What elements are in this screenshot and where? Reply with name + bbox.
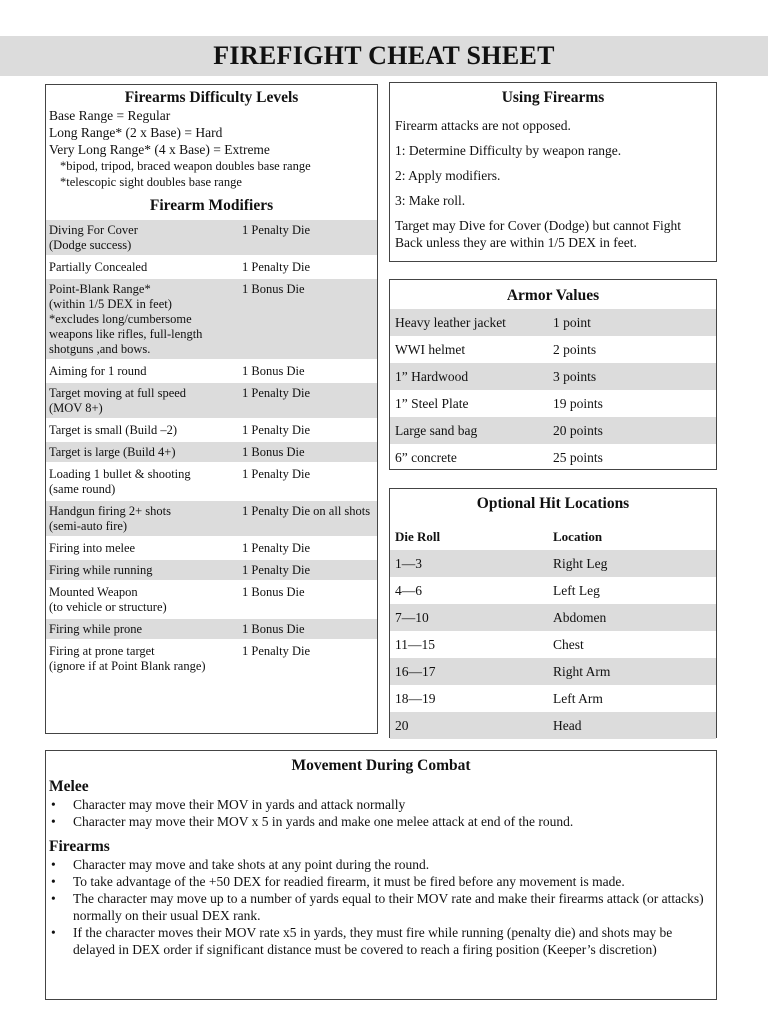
hits-header-location: Location [553, 528, 603, 544]
modifier-label: Firing at prone target (ignore if at Point Blank range) [49, 644, 206, 673]
modifier-value: 1 Penalty Die [242, 467, 311, 481]
firearms-item [49, 924, 713, 958]
armor-item: 6” concrete [395, 449, 457, 465]
armor-value: 25 points [553, 449, 603, 465]
using-intro: Firearm attacks are not opposed. [395, 118, 571, 133]
using-step: 1: Determine Difficulty by weapon range. [395, 143, 622, 158]
modifier-label: Partially Concealed [49, 260, 148, 274]
title-bar [0, 36, 768, 76]
armor-value: 1 point [553, 314, 591, 330]
armor-title: Armor Values [506, 287, 600, 304]
difficulty-note: *bipod, tripod, braced weapon doubles base range [60, 159, 311, 173]
modifier-row [46, 641, 377, 676]
hit-row [390, 550, 716, 577]
using-title: Using Firearms [501, 89, 605, 106]
modifier-value: 1 Bonus Die [242, 364, 305, 378]
melee-list [49, 796, 713, 830]
firearms-item-text: Character may move and take shots at any point during the round. [73, 857, 430, 872]
hit-roll: 16—17 [395, 663, 436, 679]
hit-row [390, 577, 716, 604]
firearms-item-text: The character may move up to a number of yards equal to their MOV rate and make their firearms attack (or attacks) normally on their usual DEX rank. [73, 891, 704, 923]
hits-table [390, 550, 716, 739]
melee-item-text: Character may move their MOV x 5 in yards and make one melee attack at end of the round. [73, 814, 574, 829]
modifier-row [46, 220, 377, 255]
armor-row [390, 444, 716, 471]
modifier-row [46, 420, 377, 440]
modifier-label: Mounted Weapon (to vehicle or structure) [49, 585, 167, 614]
modifier-row [46, 464, 377, 499]
hit-row [390, 631, 716, 658]
armor-item: Heavy leather jacket [395, 314, 506, 330]
bullet-icon: • [51, 797, 56, 812]
modifier-label: Diving For Cover (Dodge success) [49, 223, 138, 252]
bullet-icon: • [51, 925, 56, 940]
armor-row [390, 390, 716, 417]
hit-location: Chest [553, 636, 584, 652]
modifier-row [46, 582, 377, 617]
melee-item-text: Character may move their MOV in yards and attack normally [73, 797, 406, 812]
movement-title: Movement During Combat [291, 757, 471, 774]
hit-location: Right Arm [553, 663, 611, 679]
movement-box [45, 750, 717, 1000]
armor-row [390, 417, 716, 444]
modifier-label: Handgun firing 2+ shots (semi-auto fire) [49, 504, 171, 533]
hit-roll: 20 [395, 717, 409, 733]
modifier-row [46, 501, 377, 536]
melee-item [49, 813, 713, 830]
bullet-icon: • [51, 891, 56, 906]
modifier-row [46, 361, 377, 381]
hit-row [390, 604, 716, 631]
armor-row [390, 336, 716, 363]
modifier-value: 1 Bonus Die [242, 585, 305, 599]
modifier-label: Firing while prone [49, 622, 143, 636]
hit-roll: 11—15 [395, 636, 435, 652]
bullet-icon: • [51, 857, 56, 872]
hit-row [390, 685, 716, 712]
modifier-row [46, 538, 377, 558]
hit-row [390, 658, 716, 685]
modifier-label: Loading 1 bullet & shooting (same round) [49, 467, 191, 496]
armor-box [389, 279, 717, 470]
hit-location: Left Arm [553, 690, 603, 706]
hit-locations-box [389, 488, 717, 738]
modifier-value: 1 Penalty Die [242, 260, 311, 274]
armor-value: 19 points [553, 395, 603, 411]
modifier-value: 1 Penalty Die [242, 423, 311, 437]
armor-row [390, 363, 716, 390]
hit-row [390, 712, 716, 739]
hit-roll: 18—19 [395, 690, 436, 706]
bullet-icon: • [51, 814, 56, 829]
difficulty-title: Firearms Difficulty Levels [124, 89, 299, 106]
armor-item: WWI helmet [395, 341, 466, 357]
armor-item: Large sand bag [395, 422, 478, 438]
modifier-value: 1 Bonus Die [242, 622, 305, 636]
hit-location: Left Leg [553, 582, 600, 598]
modifier-value: 1 Penalty Die [242, 541, 311, 555]
modifier-row [46, 442, 377, 462]
modifier-row [46, 383, 377, 418]
firearms-heading: Firearms [49, 838, 110, 855]
modifier-label: Target moving at full speed (MOV 8+) [49, 386, 187, 415]
armor-item: 1” Steel Plate [395, 395, 469, 411]
modifier-value: 1 Penalty Die [242, 223, 311, 237]
hit-location: Right Leg [553, 555, 608, 571]
modifier-label: Firing into melee [49, 541, 136, 555]
firearms-item [49, 856, 713, 873]
armor-value: 3 points [553, 368, 597, 384]
modifier-row [46, 619, 377, 639]
modifier-row [46, 560, 377, 580]
modifier-label: Target is large (Build 4+) [49, 445, 176, 459]
modifier-value: 1 Penalty Die on all shots [242, 504, 371, 518]
modifiers-title: Firearm Modifiers [149, 197, 274, 214]
firearms-item-text: To take advantage of the +50 DEX for readied firearm, it must be fired before any movement is made. [73, 874, 625, 889]
hit-roll: 1—3 [395, 555, 422, 571]
modifier-label: Aiming for 1 round [49, 364, 147, 378]
firearms-box [45, 84, 378, 734]
hits-header-roll: Die Roll [395, 528, 441, 544]
hit-location: Head [553, 717, 582, 733]
modifier-label: Point-Blank Range* (within 1/5 DEX in feet) *excludes long/cumbersome weapons like rifles, full-length shotguns ,and bows. [49, 282, 203, 356]
hits-title: Optional Hit Locations [476, 495, 630, 512]
modifier-value: 1 Penalty Die [242, 386, 311, 400]
hit-roll: 7—10 [395, 609, 429, 625]
modifier-row [46, 279, 377, 359]
page-title: FIREFIGHT CHEAT SHEET [213, 41, 555, 70]
melee-heading: Melee [49, 778, 89, 795]
modifier-value: 1 Penalty Die [242, 563, 311, 577]
modifier-label: Firing while running [49, 563, 153, 577]
armor-item: 1” Hardwood [395, 368, 469, 384]
armor-table [390, 309, 716, 471]
using-note: Target may Dive for Cover (Dodge) but cannot Fight Back unless they are within 1/5 DEX in feet. [395, 218, 681, 250]
modifier-value: 1 Penalty Die [242, 644, 311, 658]
modifier-row [46, 257, 377, 277]
hits-header-row [390, 523, 716, 550]
using-step: 3: Make roll. [395, 193, 466, 208]
hit-location: Abdomen [553, 609, 607, 625]
using-firearms-box [389, 82, 717, 262]
difficulty-line: Base Range = Regular [49, 108, 171, 123]
armor-value: 2 points [553, 341, 597, 357]
melee-item [49, 796, 713, 813]
hit-roll: 4—6 [395, 582, 422, 598]
modifier-value: 1 Bonus Die [242, 282, 305, 296]
modifier-label: Target is small (Build –2) [49, 423, 178, 437]
armor-value: 20 points [553, 422, 603, 438]
firearms-item-text: If the character moves their MOV rate x5 in yards, they must fire while running (penalty die) and shots may be delayed in DEX order if significant distance must be covered to reach a firing position (Keeper’s discretion) [73, 925, 673, 957]
difficulty-line: Long Range* (2 x Base) = Hard [49, 125, 223, 140]
firearms-list [49, 856, 713, 958]
modifier-value: 1 Bonus Die [242, 445, 305, 459]
firearms-item [49, 890, 713, 924]
difficulty-lines [46, 107, 377, 190]
difficulty-note: *telescopic sight doubles base range [60, 175, 242, 189]
bullet-icon: • [51, 874, 56, 889]
armor-row [390, 309, 716, 336]
firearms-item [49, 873, 713, 890]
modifiers-table [46, 220, 377, 676]
using-step: 2: Apply modifiers. [395, 168, 501, 183]
difficulty-line: Very Long Range* (4 x Base) = Extreme [49, 142, 270, 157]
